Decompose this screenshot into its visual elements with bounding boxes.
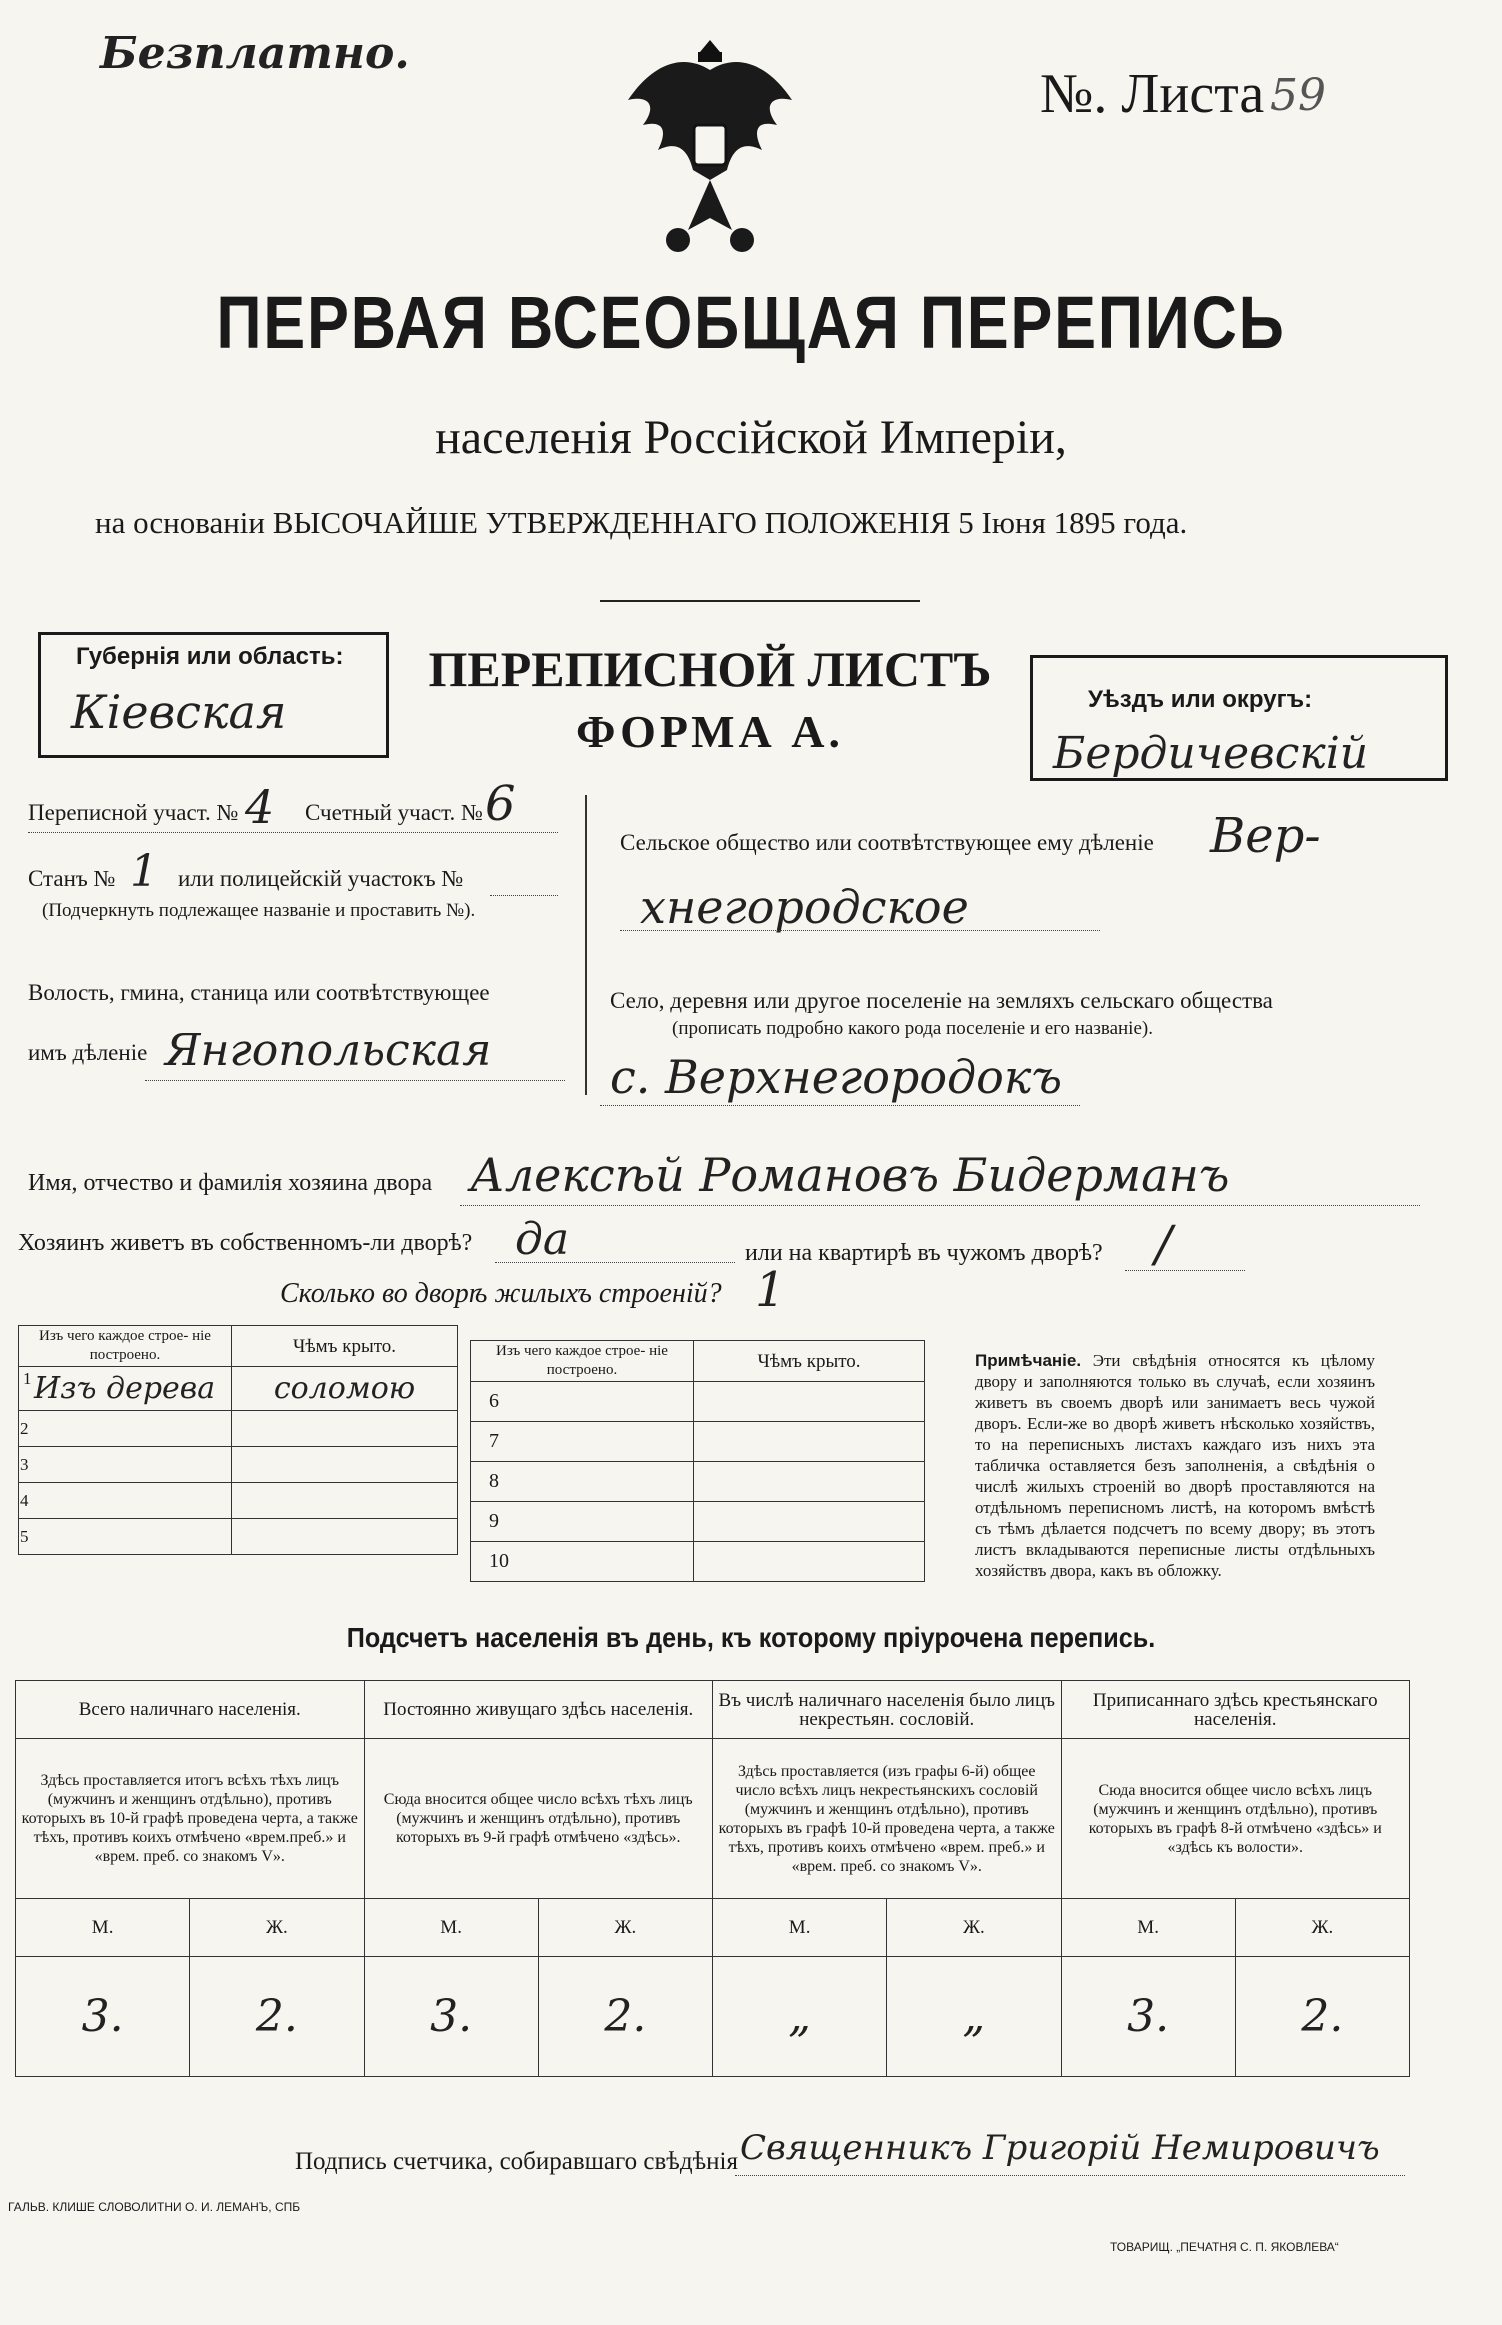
female-header: Ж. <box>1235 1899 1409 1957</box>
selo-label: Село, деревня или другое поселеніе на земляхъ сельскаго общества <box>610 988 1273 1013</box>
underline-note: (Подчеркнуть подлежащее названіе и проставить №). <box>42 900 476 921</box>
table-row: 6 <box>471 1382 925 1422</box>
population-title: Подсчетъ населенія въ день, къ которому пріурочена перепись. <box>346 1622 1156 1653</box>
buildings-table-left <box>18 1325 458 1555</box>
col-material-header: Изъ чего каждое строе- ніе построено. <box>471 1341 694 1382</box>
census-uch-label: Переписной участ. № <box>28 800 239 825</box>
selo-note: (прописать подробно какого рода поселеніе и его названіе). <box>672 1018 1153 1039</box>
table-row: 3 <box>19 1447 458 1483</box>
female-header: Ж. <box>887 1899 1061 1957</box>
page-title: ПЕРВАЯ ВСЕОБЩАЯ ПЕРЕПИСЬ <box>216 281 1286 364</box>
gubernia-label: Губернія или область: <box>76 643 344 670</box>
pop-female-value: 2. <box>1235 1957 1409 2077</box>
volost-label-2: имъ дѣленіе <box>28 1040 148 1065</box>
sheet-number-label: №. Листа <box>1040 63 1265 125</box>
note-text: Эти свѣдѣнія относятся къ цѣлому двору и заполняются только въ случаѣ, если хозяинъ живетъ въ своемъ дворѣ или занимаетъ весь чужой дворъ. Если-же во дворѣ живетъ нѣсколько хозяйствъ, то на переписныхъ листахъ каждаго изъ нихъ эта табличка оставляется безъ заполненія, а свѣдѣнія о числѣ жилыхъ строеній во дворѣ проставляются на отдѣльномъ переписномъ листѣ, на которомъ вмѣстѣ съ тѣмъ дѣлается подсчетъ по всему двору; въ этотъ листъ вкладываются переписные листы отдѣльныхъ хозяйствъ двора, какъ въ обложку. <box>975 1351 1376 1580</box>
male-header: М. <box>364 1899 538 1957</box>
schet-uch-value: 6 <box>485 776 516 832</box>
male-header: М. <box>1061 1899 1235 1957</box>
selo-value: с. Верхнегородокъ <box>610 1050 1063 1104</box>
material-value: Изъ дерева <box>34 1371 216 1406</box>
volost-value: Янгопольская <box>165 1025 492 1076</box>
basis-line: на основаніи ВЫСОЧАЙШЕ УТВЕРЖДЕННАГО ПОЛОЖЕНІЯ 5 Іюня 1895 года. <box>95 505 1188 540</box>
lives-value: да <box>515 1214 570 1265</box>
uezd-label: Уѣздъ или округъ: <box>1088 686 1313 713</box>
volost-label: Волость, гмина, станица или соотвѣтствующее <box>28 980 490 1005</box>
uezd-value: Бердичевскій <box>1053 728 1369 779</box>
table-row: 10 <box>471 1542 925 1582</box>
signature-label: Подпись счетчика, собиравшаго свѣдѣнія <box>295 2148 738 2175</box>
col-roof-header: Чѣмъ крыто. <box>232 1326 458 1367</box>
table-row: 2 <box>19 1411 458 1447</box>
col-roof-header: Чѣмъ крыто. <box>694 1341 925 1382</box>
form-name: ФОРМА А. <box>576 706 844 757</box>
double-eagle-emblem <box>618 30 803 260</box>
vertical-divider <box>585 795 587 1095</box>
society-label: Сельское общество или соотвѣтствующее ему дѣленіе <box>620 830 1154 855</box>
gubernia-value: Кіевская <box>71 685 287 739</box>
free-stamp: Безплатно. <box>100 28 410 79</box>
owner-value: Алексѣй Романовъ Бидерманъ <box>470 1148 1230 1202</box>
sheet-number-value: 59 <box>1270 70 1326 121</box>
pop-col-desc: Сюда вносится общее число всѣхъ тѣхъ лицъ (мужчинъ и женщинъ отдѣльно), противъ которыхъ въ 9-й графѣ отмѣчено «здѣсь». <box>364 1739 713 1899</box>
signature-value: Священникъ Григорій Немировичъ <box>740 2128 1380 2168</box>
page-subtitle: населенія Россійской Имперіи, <box>435 411 1067 464</box>
pop-male-value: 3. <box>1061 1957 1235 2077</box>
female-header: Ж. <box>538 1899 712 1957</box>
pop-col-head: Въ числѣ наличнаго населенія было лицъ некрестьян. сословій. <box>713 1681 1062 1739</box>
pop-col-desc: Здѣсь проставляется (изъ графы 6-й) общее число всѣхъ лицъ некрестьянскихъ сословій (мужчинъ и женщинъ отдѣльно), противъ которыхъ въ графѣ 10-й проведена черта, а также тѣхъ, противъ коихъ отмѣчено «врем. преб.» и «врем. преб. со знакомъ V». <box>713 1739 1062 1899</box>
pop-male-value: 3. <box>364 1957 538 2077</box>
divider-ornament <box>600 600 920 602</box>
rent-value: / <box>1155 1215 1172 1273</box>
stan-value: 1 <box>130 846 158 897</box>
society-value-1: Вер- <box>1210 808 1321 864</box>
printer-left: ГАЛЬВ. КЛИШЕ СЛОВОЛИТНИ О. И. ЛЕМАНЪ, СПБ <box>8 2200 301 2214</box>
printer-right: ТОВАРИЩ. „ПЕЧАТНЯ С. П. ЯКОВЛЕВА“ <box>1110 2240 1339 2254</box>
pop-col-head: Всего наличнаго населенія. <box>16 1681 365 1739</box>
rent-label: или на квартирѣ въ чужомъ дворѣ? <box>745 1240 1103 1266</box>
pop-col-head: Постоянно живущаго здѣсь населенія. <box>364 1681 713 1739</box>
society-value-2: хнегородское <box>640 880 969 934</box>
police-label: или полицейскій участокъ № <box>178 866 464 891</box>
owner-label: Имя, отчество и фамилія хозяина двора <box>28 1170 433 1196</box>
table-row: 1 Изъ дерева соломою <box>19 1367 458 1411</box>
male-header: М. <box>713 1899 887 1957</box>
form-title: ПЕРЕПИСНОЙ ЛИСТЪ <box>428 641 992 697</box>
male-header: М. <box>16 1899 190 1957</box>
pop-female-value: 2. <box>538 1957 712 2077</box>
note-title: Примѣчаніе. <box>975 1351 1082 1370</box>
buildings-table-right <box>470 1340 925 1582</box>
census-uch-value: 4 <box>245 780 275 834</box>
pop-col-head: Приписаннаго здѣсь крестьянскаго населенія. <box>1061 1681 1410 1739</box>
table-row: 5 <box>19 1519 458 1555</box>
table-row: 9 <box>471 1502 925 1542</box>
pop-male-value: „ <box>713 1957 887 2077</box>
lives-label: Хозяинъ живетъ въ собственномъ-ли дворѣ? <box>18 1230 473 1256</box>
pop-col-desc: Здѣсь проставляется итогъ всѣхъ тѣхъ лицъ (мужчинъ и женщинъ отдѣльно), противъ которыхъ въ 10-й графѣ проведена черта, а также тѣхъ, противъ коихъ отмѣчено «врем.преб.» и «врем. преб. со знакомъ V». <box>16 1739 365 1899</box>
population-table <box>15 1680 1410 2077</box>
pop-male-value: 3. <box>16 1957 190 2077</box>
roof-value: соломою <box>232 1367 458 1411</box>
buildings-label: Сколько во дворѣ жилыхъ строеній? <box>280 1278 722 1309</box>
table-row: 8 <box>471 1462 925 1502</box>
uezd-box <box>1030 655 1448 781</box>
table-row: 7 <box>471 1422 925 1462</box>
schet-uch-label: Счетный участ. № <box>305 800 483 825</box>
female-header: Ж. <box>190 1899 364 1957</box>
pop-female-value: „ <box>887 1957 1061 2077</box>
col-material-header: Изъ чего каждое строе- ніе построено. <box>19 1326 232 1367</box>
pop-col-desc: Сюда вносится общее число всѣхъ лицъ (мужчинъ и женщинъ отдѣльно), противъ которыхъ въ графѣ 8-й отмѣчено «здѣсь» и «здѣсь къ волости». <box>1061 1739 1410 1899</box>
stan-label: Станъ № <box>28 866 116 891</box>
note-block <box>975 1350 1375 1581</box>
pop-female-value: 2. <box>190 1957 364 2077</box>
gubernia-box <box>38 632 389 758</box>
buildings-value: 1 <box>755 1262 786 1318</box>
table-row: 4 <box>19 1483 458 1519</box>
